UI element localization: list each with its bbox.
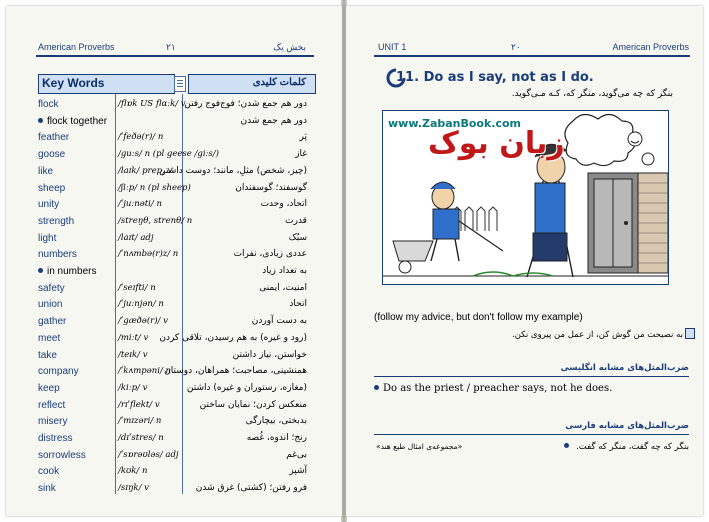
proverb-title [396,70,594,85]
key-word-meaning: پَر [299,132,307,143]
key-word-phrase [38,263,96,280]
key-word-meaning: دور هم جمع شدن [240,115,307,126]
key-word-text: take [38,349,57,361]
key-word-pronunciation: /guːs/ n (pl geese /giːs/) [118,149,219,160]
key-word [38,480,56,497]
key-word-text: sink [38,483,56,495]
right-page [346,6,703,516]
key-word [38,413,67,430]
key-word-row [6,180,342,197]
key-word [38,363,79,380]
left-page [6,6,342,516]
key-word-meaning: قدرت [285,215,307,226]
key-word-row [6,146,342,163]
key-word-row [6,313,342,330]
bullet-icon [374,385,379,390]
key-word [38,296,62,313]
key-word [38,280,65,297]
key-word-text: union [38,299,63,311]
header-book-title: American Proverbs [612,42,689,52]
key-word [38,463,59,480]
key-word [38,313,66,330]
key-word-pronunciation: /kiːp/ v [118,382,148,393]
key-word [38,397,65,414]
key-word-meaning: بدبختی، بیچارگی [245,416,307,427]
key-word-meaning: فرو رفتن؛ (کشتی) غرق شدن [195,483,307,494]
key-word-pronunciation: /ˈjuːnəti/ n [118,199,162,210]
key-word-meaning: به تعداد زیاد [262,266,307,276]
key-word-pronunciation: /kʊk/ n [118,466,148,477]
key-word-row [6,163,342,180]
key-word-pronunciation: /rɪˈflekt/ v [118,399,160,410]
header-rule [374,55,690,57]
key-word-row [6,96,342,113]
key-word-row [6,280,342,297]
key-word-meaning: غاز [295,149,307,160]
key-word-row [6,397,342,414]
key-word-pronunciation: /laɪk/ prep, v [118,165,173,176]
key-word [38,129,69,146]
key-word-row [6,413,342,430]
key-word-pronunciation: /ˈkʌmpəni/ n [118,366,171,377]
key-word-row [6,230,342,247]
key-word-meaning: خواستن، نیاز داشتن [232,349,307,360]
key-word-pronunciation: /flɒk US flɑːk/ v [118,99,186,109]
key-word-pronunciation: /streŋθ, strenθ/ n [118,215,193,226]
key-word [38,447,86,464]
key-word-text: company [38,366,79,378]
persian-gloss: به نصیحت من گوش کن، از عمل من پیروی نکن. [512,330,683,340]
header-unit: UNIT 1 [378,42,407,52]
header-book-title: American Proverbs [38,42,115,52]
key-word-meaning: عددی زیادی، نفرات [233,249,307,260]
key-word-row [6,363,342,380]
english-equivalents-heading: ضرب‌المثل‌های مشابه انگلیسی [560,363,689,373]
key-word [38,347,57,364]
key-word-row [6,480,342,497]
header-rule [36,55,314,57]
key-word-row [6,129,342,146]
key-word-meaning: همنشینی، مصاحبت؛ همراهان، دوستان [164,366,307,377]
key-word-meaning: (مغازه، رستوران و غیره) داشتن [186,382,307,393]
key-word-row [6,296,342,313]
key-word-text: misery [38,416,68,428]
persian-equivalent-text: بنگر که چه گفت، منگر که گفت. [576,442,689,452]
key-word-pronunciation: /ˈseɪfti/ n [118,282,156,293]
key-word [38,180,65,197]
key-word-pronunciation: /ˈgæðə(r)/ v [118,316,168,327]
key-word-row [6,463,342,480]
english-gloss: (follow my advice, but don't follow my example) [374,312,583,323]
key-word [38,213,74,230]
key-word-meaning: امنیت، ایمنی [259,282,307,293]
persian-equivalent-source: «مجموعه‌ی امثال طبع هند» [376,442,463,451]
key-word-text: sorrowless [38,449,86,461]
key-word-pronunciation: /laɪt/ adj [118,232,154,243]
key-word-phrase [38,113,107,130]
key-word [38,330,60,347]
key-word-row [6,380,342,397]
key-word-text: in numbers [47,266,97,277]
key-word-text: flock [38,99,59,110]
key-words-title-fa: کلمات کلیدی [252,77,306,88]
key-word [38,96,59,113]
key-word-meaning: رنج؛ اندوه، غُصه [246,433,307,443]
key-word [38,430,72,447]
key-words-title: Key Words [42,76,105,90]
key-word [38,196,59,213]
key-word-row [6,196,342,213]
key-word-pronunciation: /ˈmɪzəri/ n [118,416,162,427]
proverb-number: 11. [396,70,420,85]
key-word-pronunciation: /ˈsɒrəʊləs/ adj [118,449,179,460]
header-page-number: ۲۰ [511,42,521,52]
document-icon [174,76,186,92]
key-word-text: feather [38,132,70,144]
key-word-text: flock together [47,115,108,127]
key-word-pronunciation: /ˈjuːnjən/ n [118,299,164,310]
note-icon [685,328,695,339]
bullet-icon [564,443,569,448]
key-word-text: safety [38,282,65,294]
key-word-text: meet [38,332,61,344]
key-word [38,230,56,247]
key-word-pronunciation: /ʃiːp/ n (pl sheep) [118,182,191,193]
key-word-text: like [38,165,54,177]
key-word-text: distress [38,433,73,444]
key-word-meaning: به دست آوردن [251,316,307,327]
key-word-pronunciation: /ˈfeðə(r)/ n [118,132,164,143]
key-word [38,163,53,180]
key-word-row [6,430,342,447]
english-equivalent [374,383,612,394]
key-word-text: strength [38,215,75,227]
header-unit: بخش یک [273,42,306,52]
key-word-row [6,330,342,347]
key-word-row [6,263,342,280]
watermark-url: www.ZabanBook.com [388,117,522,130]
key-word-meaning: (رود و غیره) به هم رسیدن، تلاقی کردن [159,332,307,343]
key-word-text: unity [38,199,60,211]
key-word-text: light [38,232,57,244]
key-word-meaning: دور هم جمع شدن؛ فوج‌فوج رفتن [184,99,307,109]
proverb-translation-fa: بنگر که چه می‌گوید، منگر که، کـه مـی‌گوید. [511,89,673,99]
persian-equivalents-heading: ضرب‌المثل‌های مشابه فارسی [565,421,689,431]
key-word-text: reflect [38,399,66,411]
key-word-pronunciation: /teɪk/ v [118,349,148,360]
key-word-text: sheep [38,182,66,194]
bullet-icon [38,268,43,273]
bullet-icon [38,118,43,123]
key-word-row [6,213,342,230]
key-word-text: cook [38,466,60,478]
key-word-meaning: سبُک [288,232,307,243]
proverb-text: Do as I say, not as I do. [423,70,594,85]
key-word-row [6,347,342,364]
key-word-meaning: اتحاد [289,299,307,310]
key-word [38,146,65,163]
key-word-text: gather [38,316,67,328]
key-word-text: goose [38,149,66,161]
key-word-meaning: آشپز [289,466,307,477]
key-word-text: keep [38,382,60,394]
key-word-row [6,447,342,464]
key-word-meaning: (چیز، شخص) مثلِ، مانند؛ دوست داشتن [159,165,307,176]
key-word-meaning: اتحاد، وحدت [260,199,307,210]
header-page-number: ۲۱ [166,42,176,52]
section-rule [374,434,689,435]
key-word-pronunciation: /sɪŋk/ v [118,483,149,494]
watermark-logo: زبان بوک [428,126,565,161]
section-rule [374,376,689,377]
english-equivalent-text: Do as the priest / preacher says, not he does. [383,383,613,394]
key-word-meaning: منعکس کردن؛ نمایان ساختن [199,399,307,410]
key-word-pronunciation: /miːt/ v [118,332,149,343]
key-word-row [6,246,342,263]
key-word-meaning: بی‌غم [286,449,307,460]
persian-equivalent [564,442,689,452]
key-word-text: numbers [38,249,77,261]
key-word-pronunciation: /dɪˈstres/ n [118,433,164,443]
key-word-pronunciation: /ˈnʌmbə(r)z/ n [118,249,179,260]
key-word-row [6,113,342,130]
key-word [38,246,77,263]
key-word-meaning: گوسفند؛ گوسفندان [235,182,307,193]
key-word [38,380,60,397]
